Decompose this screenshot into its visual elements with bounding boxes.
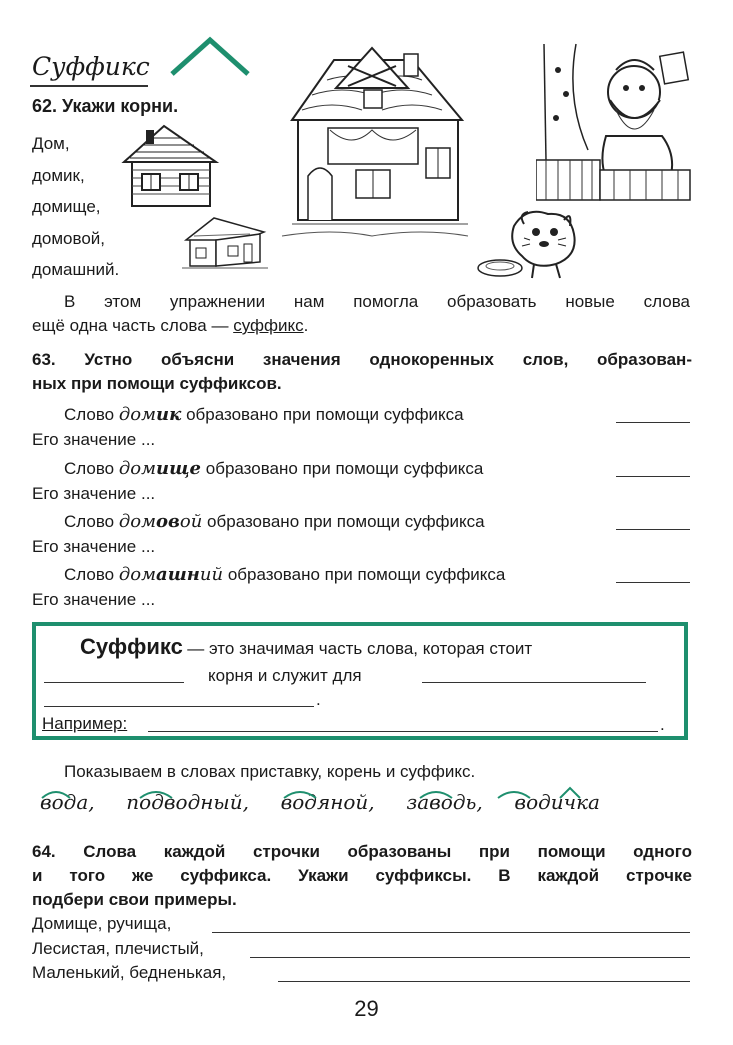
- ex63-row: [64, 458, 483, 479]
- ex63-row-meaning: Его значение ...: [32, 590, 156, 609]
- rule-line1: [80, 634, 532, 660]
- ex62-word-list: [32, 128, 119, 286]
- ex62-word: домовой,: [32, 228, 106, 248]
- ex63-row-prefix: Слово: [64, 405, 115, 424]
- ex63-row-text: образовано при помощи суффикса: [227, 565, 506, 584]
- answer-line[interactable]: [212, 932, 690, 933]
- parts-instruction: Показываем в словах приставку, корень и суффикс.: [64, 762, 476, 781]
- handwritten-word: вода,: [40, 790, 95, 814]
- ex62-word: Дом,: [32, 134, 70, 153]
- ex63-row-prefix: Слово: [64, 512, 115, 531]
- morpheme-marks: [40, 784, 600, 804]
- ex62-note-term: суффикс: [233, 316, 304, 335]
- answer-line[interactable]: [422, 682, 646, 683]
- ex63-row-meaning: Его значение ...: [32, 430, 156, 449]
- domovoi-character-illustration: [536, 40, 706, 210]
- section-title: Суффикс: [32, 52, 150, 81]
- answer-line[interactable]: [44, 706, 314, 707]
- ex64-heading-line2: и того же суффикса. Укажи суффиксы. В каждой строчке: [32, 866, 692, 885]
- answer-line[interactable]: [278, 981, 690, 982]
- ex63-heading-line2: ных при помощи суффиксов.: [32, 374, 282, 393]
- answer-line[interactable]: [148, 731, 658, 732]
- ex62-note-line2: [32, 316, 308, 336]
- handwritten-word: водичка: [514, 790, 600, 814]
- ex63-row-text: образовано при помощи суффикса: [207, 512, 485, 531]
- suffix-mark-icon: [168, 36, 252, 78]
- puppy-illustration: [474, 204, 584, 284]
- ex62-note-text: ещё одна часть слова —: [32, 316, 229, 335]
- ex62-word: домик,: [32, 165, 85, 185]
- fairytale-house-illustration: [272, 40, 472, 240]
- ex63-row-text: образовано при помощи суффикса: [205, 459, 484, 478]
- ex64-heading-line1: 64. Слова каждой строчки образованы при помощи одного: [32, 842, 692, 861]
- ex62-note-end: .: [303, 316, 309, 335]
- answer-line[interactable]: [616, 422, 690, 423]
- ex64-heading-line3: подбери свои примеры.: [32, 890, 237, 909]
- ex63-row: [64, 511, 485, 532]
- ex63-row-meaning: Его значение ...: [32, 484, 156, 503]
- small-house-illustration: [180, 212, 270, 274]
- answer-line[interactable]: [616, 476, 690, 477]
- answer-line[interactable]: [616, 529, 690, 530]
- handwritten-word: домик: [118, 404, 182, 425]
- answer-line[interactable]: [44, 682, 184, 683]
- ex63-row-prefix: Слово: [64, 459, 115, 478]
- ex63-heading-line1: 63. Устно объясни значения однокоренных слов, образован-: [32, 350, 692, 369]
- rule-text1: — это значимая часть слова, которая стоит: [187, 639, 533, 658]
- rule-period: .: [316, 690, 321, 709]
- handwritten-word: водяной,: [280, 790, 375, 814]
- answer-line[interactable]: [616, 582, 690, 583]
- rule-example-label: Например:: [42, 714, 128, 733]
- handwritten-word: домовой: [118, 511, 203, 532]
- log-cabin-illustration: [116, 120, 226, 212]
- ex63-row-prefix: Слово: [64, 565, 115, 584]
- ex63-row-meaning: Его значение ...: [32, 537, 156, 556]
- ex64-row: Лесистая, плечистый,: [32, 939, 204, 958]
- rule-text2: корня и служит для: [208, 666, 362, 685]
- handwritten-word: домище: [118, 458, 202, 479]
- ex63-row: [64, 404, 464, 425]
- answer-line[interactable]: [250, 957, 690, 958]
- handwritten-word: домашний: [118, 564, 224, 585]
- rule-term: Суффикс: [80, 634, 183, 659]
- ex64-row: Домище, ручища,: [32, 914, 172, 933]
- ex63-row-text: образовано при помощи суффикса: [186, 405, 464, 424]
- section-title-underline: [30, 85, 148, 87]
- handwritten-word: заводь,: [406, 790, 483, 814]
- rule-box: [32, 622, 688, 740]
- ex62-word: домище,: [32, 197, 101, 216]
- page-number: 29: [354, 996, 379, 1021]
- ex62-note-line1: В этом упражнении нам помогла образовать новые слова: [64, 292, 690, 311]
- ex63-row: [64, 564, 505, 585]
- ex64-row: Маленький, бедненькая,: [32, 963, 227, 982]
- ex62-heading: 62. Укажи корни.: [32, 96, 179, 116]
- handwritten-word: подводный,: [126, 790, 249, 814]
- ex62-word: домашний.: [32, 260, 120, 279]
- rule-example-period: .: [660, 715, 665, 734]
